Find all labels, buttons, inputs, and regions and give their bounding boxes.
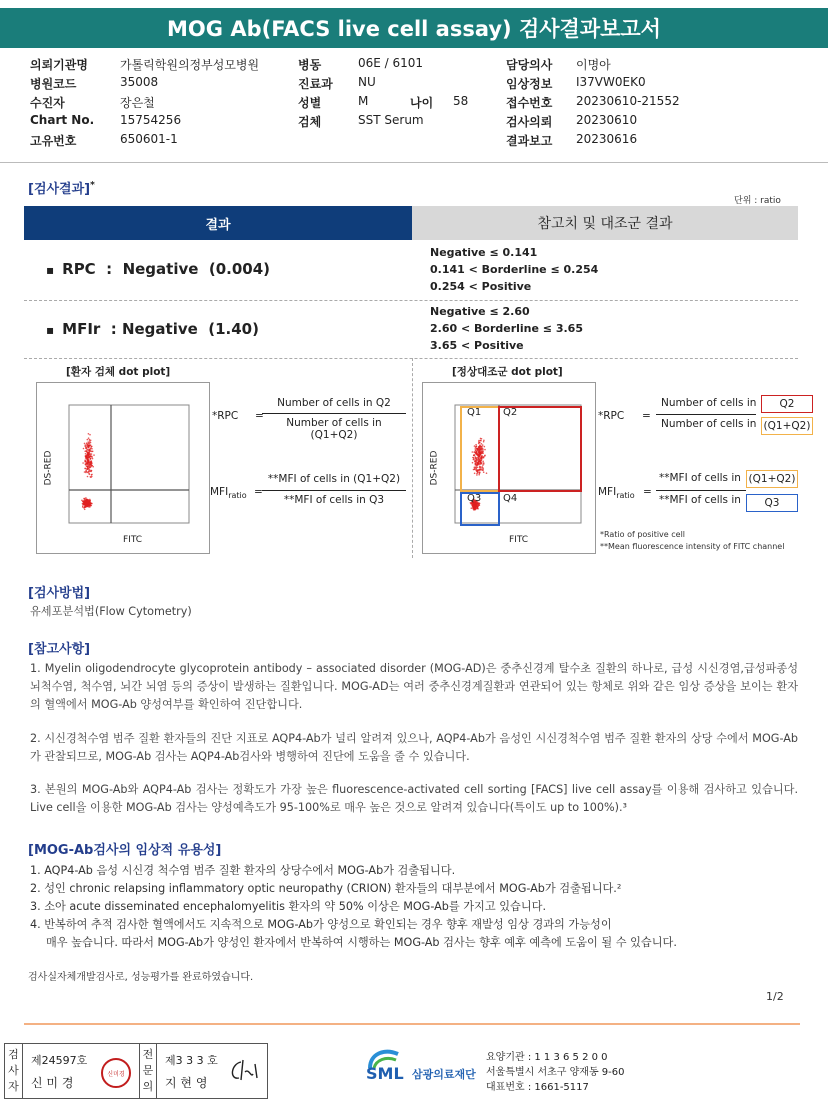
result-column-header-text: 결과 xyxy=(205,217,231,233)
q2-label: Q2 xyxy=(503,407,518,418)
results-title-text: [검사결과] xyxy=(28,182,91,197)
mfi-numerator: **MFI of cells in (Q1+Q2) xyxy=(267,473,401,485)
rpc-numerator: Number of cells in Q2 xyxy=(277,397,391,409)
report-title-text: MOG Ab(FACS live cell assay) 검사결과보고서 xyxy=(167,17,661,41)
info-value: 장은철 xyxy=(120,96,155,110)
rpc-formula-label: *RPC xyxy=(212,410,239,422)
sign-label-char: 검 xyxy=(8,1048,19,1061)
dot-point xyxy=(89,499,91,501)
dot-point xyxy=(479,453,481,455)
info-label: 의뢰기관명 xyxy=(30,58,88,72)
dot-point xyxy=(84,507,86,509)
dot-point xyxy=(90,466,92,468)
seal-stamp xyxy=(101,1058,131,1088)
dot-point xyxy=(479,472,481,474)
dot-point xyxy=(474,454,476,456)
header-divider xyxy=(0,162,828,163)
info-value: M xyxy=(358,94,369,108)
dot-point xyxy=(88,450,90,452)
dot-point xyxy=(85,463,87,465)
dot-point xyxy=(473,458,475,460)
dot-point xyxy=(91,462,93,464)
dot-point xyxy=(91,446,93,448)
dot-point xyxy=(90,454,92,456)
q2-box xyxy=(499,407,581,491)
dot-point xyxy=(83,448,85,450)
dot-point xyxy=(82,462,84,464)
clinical-list xyxy=(30,862,800,952)
info-label: 접수번호 xyxy=(506,96,553,110)
footnote: *Ratio of positive cell xyxy=(600,530,686,539)
company-info-line: 대표번호 : 1661-5117 xyxy=(486,1082,589,1093)
dot-point xyxy=(88,453,90,455)
mfi-sub: ratio xyxy=(228,491,247,501)
mfi-formula-label xyxy=(598,486,635,500)
dot-point xyxy=(478,504,480,506)
fraction-bar xyxy=(656,414,756,415)
info-label: 임상정보 xyxy=(506,77,553,91)
ref-line: 0.141 < Borderline ≤ 0.254 xyxy=(430,263,599,276)
ref-line: Negative ≤ 2.60 xyxy=(430,305,530,318)
dot-point xyxy=(90,440,92,442)
info-label: 성별 xyxy=(298,96,322,110)
dot-point xyxy=(475,444,477,446)
dot-point xyxy=(477,448,479,450)
dot-point xyxy=(86,504,88,506)
info-value: NU xyxy=(358,75,376,89)
dot-point xyxy=(483,441,485,443)
note-paragraph: 3. 본원의 MOG-Ab와 AQP4-Ab 검사는 정확도가 가장 높은 fluorescence-activated cell sorting [FACS] live cell assay를 이용해 검사하고 있습니다. Live cell을 이용한 MOG-Ab 검사는 양성예측도가 95-100%로 매우 높은 것으로 알려져 있습니다(특이도 up to 100%).³ xyxy=(30,783,798,814)
dot-point xyxy=(88,447,90,449)
dot-point xyxy=(87,457,89,459)
dot-point xyxy=(477,472,479,474)
mfir-result xyxy=(46,320,259,338)
dot-point xyxy=(473,451,475,453)
dot-point xyxy=(484,449,486,451)
age-label: 나이 xyxy=(410,96,434,110)
dot-point xyxy=(477,508,479,510)
info-label: 진료과 xyxy=(298,77,333,91)
dot-point xyxy=(473,469,475,471)
q4-label: Q4 xyxy=(503,493,518,504)
info-col-3 xyxy=(506,56,796,151)
dot-point xyxy=(84,443,86,445)
dot-point xyxy=(480,440,482,442)
list-item: 3. 소아 acute disseminated encephalomyelitis 환자의 약 50% 이상은 MOG-Ab를 가지고 있습니다. xyxy=(30,900,546,913)
dot-point xyxy=(84,460,86,462)
dot-point xyxy=(474,445,476,447)
ref-line: Negative ≤ 0.141 xyxy=(430,246,538,259)
note-paragraph: 1. Myelin oligodendrocyte glycoprotein antibody – associated disorder (MOG-AD)은 중추신경계 탈수초 질환의 하나로, 급성 시신경염,급성파종성 뇌척수염, 척수염, 뇌간 뇌염 등의 증상이 발생하는 질환입니다. MOG-AD는 여러 중추신경계질환과 연관되어 있는 항체로 위와 같은 임상 증상을 보이는 환자의 혈액에서 MOG-Ab 양성여부를 확인하여 진단합니다. xyxy=(30,662,798,711)
dot-point xyxy=(481,443,483,445)
dot-point xyxy=(91,474,93,476)
mfir-reference xyxy=(430,303,583,354)
ref-line: 3.65 < Positive xyxy=(430,339,524,352)
signature-box xyxy=(4,1043,268,1099)
dot-point xyxy=(478,469,480,471)
dot-point xyxy=(482,461,484,463)
mfi-text: MFI xyxy=(210,486,229,498)
rpc-denominator: Number of cells in (Q1+Q2) xyxy=(286,417,382,441)
rpc-result-text: RPC : Negative (0.004) xyxy=(62,260,271,278)
dot-point xyxy=(83,498,85,500)
info-value: I37VW0EK0 xyxy=(576,75,646,89)
dot-point xyxy=(87,476,89,478)
handwritten-signature xyxy=(227,1056,263,1086)
info-row xyxy=(30,132,290,151)
dot-point xyxy=(481,455,483,457)
dot-point xyxy=(91,503,93,505)
info-label: 결과보고 xyxy=(506,134,553,148)
dot-point xyxy=(472,504,474,506)
dot-point xyxy=(480,460,482,462)
info-row xyxy=(506,94,796,113)
dot-point xyxy=(86,463,88,465)
dot-point xyxy=(93,454,95,456)
dot-point xyxy=(483,471,485,473)
info-value: 20230610 xyxy=(576,113,638,127)
plot-divider xyxy=(412,358,413,558)
dot-point xyxy=(92,466,94,468)
signature-label-col xyxy=(139,1044,157,1098)
equals-sign: = xyxy=(642,410,651,422)
dot-point xyxy=(89,505,91,507)
equals-sign: = xyxy=(643,486,652,498)
dot-point xyxy=(476,452,478,454)
dot-point xyxy=(87,444,89,446)
ref-line: 0.254 < Positive xyxy=(430,280,532,293)
dot-point xyxy=(482,444,484,446)
fraction-bar xyxy=(262,490,406,491)
mfi-text: MFI xyxy=(598,486,617,498)
dot-point xyxy=(483,440,485,442)
mfir-result-text: MFIr : Negative (1.40) xyxy=(62,320,259,338)
dot-point xyxy=(478,440,480,442)
note-paragraph: 2. 시신경척수염 범주 질환 환자들의 진단 지표로 AQP4-Ab가 널리 알려져 있으나, AQP4-Ab가 음성인 시신경척수염 범주 질환 환자의 상당 수에서 MOG-Ab가 관찰되므로, MOG-Ab 검사는 AQP4-Ab검사와 병행하여 진단에 도움을 줄 수 있습니다. xyxy=(30,732,798,763)
dot-point xyxy=(474,460,476,462)
mfi-numerator: **MFI of cells in xyxy=(659,472,741,484)
unit-label: 단위 : ratio xyxy=(734,196,781,206)
info-label: Chart No. xyxy=(30,113,95,127)
dot-point xyxy=(85,468,87,470)
info-row xyxy=(298,94,498,113)
dot-point xyxy=(90,450,92,452)
company-info-line: 요양기관 : 1 1 3 6 5 2 0 0 xyxy=(486,1052,608,1063)
sign-label-char: 자 xyxy=(8,1080,19,1093)
equals-sign: = xyxy=(254,486,263,498)
info-row xyxy=(506,75,796,94)
sml-logo-text: SML xyxy=(366,1064,404,1083)
dot-point xyxy=(477,451,479,453)
dot-point xyxy=(83,500,85,502)
info-label: 고유번호 xyxy=(30,134,77,148)
info-row xyxy=(30,75,290,94)
dot-point xyxy=(89,442,91,444)
dot-point xyxy=(85,497,87,499)
sign-label-char: 사 xyxy=(8,1064,19,1077)
sign-label-char: 문 xyxy=(142,1064,154,1077)
dot-point xyxy=(479,444,481,446)
dot-point xyxy=(476,506,478,508)
equals-sign: = xyxy=(255,410,264,422)
info-label: 검체 xyxy=(298,115,322,129)
info-value: SST Serum xyxy=(358,113,424,127)
validation-note: 검사실자체개발검사로, 성능평가를 완료하였습니다. xyxy=(28,972,254,983)
y-axis-label: DS-RED xyxy=(43,450,54,486)
info-row xyxy=(298,75,498,94)
page-number: 1/2 xyxy=(766,990,784,1003)
company-name: 삼광의료재단 xyxy=(412,1068,476,1081)
dot-point xyxy=(92,458,94,460)
dot-point xyxy=(87,441,89,443)
dot-point xyxy=(88,437,90,439)
reference-column-header xyxy=(412,206,798,240)
report-title xyxy=(0,8,828,48)
method-section-title: [검사방법] xyxy=(28,586,91,601)
dot-point xyxy=(87,465,89,467)
x-axis-label: FITC xyxy=(509,535,529,545)
info-row xyxy=(30,94,290,113)
info-value: 이명아 xyxy=(576,58,611,72)
dot-point xyxy=(484,446,486,448)
info-row xyxy=(506,113,796,132)
dot-point xyxy=(477,462,479,464)
mfi-denominator: **MFI of cells in Q3 xyxy=(283,494,385,506)
footer-rule xyxy=(24,1023,800,1025)
dot-point xyxy=(475,457,477,459)
dot-point xyxy=(474,467,476,469)
control-plot-frame xyxy=(422,382,596,554)
dot-point xyxy=(88,460,90,462)
dot-point xyxy=(475,446,477,448)
dot-point xyxy=(481,438,483,440)
dot-point xyxy=(476,448,478,450)
method-text: 유세포분석법(Flow Cytometry) xyxy=(30,605,192,618)
dot-point xyxy=(90,458,92,460)
info-row xyxy=(298,113,498,132)
info-row xyxy=(298,56,498,75)
q1-label: Q1 xyxy=(467,407,482,418)
dot-point xyxy=(85,503,87,505)
mfi-sub: ratio xyxy=(616,491,635,501)
clinical-section-title: [MOG-Ab검사의 임상적 유용성] xyxy=(28,843,222,858)
dot-point xyxy=(479,467,481,469)
q2-ref-box: Q2 xyxy=(761,395,813,413)
dot-point xyxy=(483,462,485,464)
rpc-reference xyxy=(430,244,598,295)
results-title-mark: * xyxy=(90,180,95,191)
results-section-title xyxy=(28,178,95,197)
seal-stamp-text: 신미경 xyxy=(107,1070,125,1078)
dot-point xyxy=(476,470,478,472)
dot-point xyxy=(472,507,474,509)
dot-point xyxy=(486,472,488,474)
info-value: 20230610-21552 xyxy=(576,94,680,108)
info-row xyxy=(30,113,290,132)
rpc-denominator: Number of cells in xyxy=(661,418,757,430)
dot-point xyxy=(84,471,86,473)
list-item: 1. AQP4-Ab 음성 시신경 척수염 범주 질환 환자의 상당수에서 MOG-Ab가 검출됩니다. xyxy=(30,864,456,877)
dot-point xyxy=(86,469,88,471)
info-col-2 xyxy=(298,56,498,132)
info-value: 15754256 xyxy=(120,113,182,127)
dot-point xyxy=(482,464,484,466)
q3-ref-box: Q3 xyxy=(746,494,798,512)
dot-point xyxy=(90,476,92,478)
dot-point xyxy=(481,451,483,453)
dot-point xyxy=(474,504,476,506)
dot-point xyxy=(86,448,88,450)
info-label: 병원코드 xyxy=(30,77,77,91)
dot-point xyxy=(484,455,486,457)
bullet-icon: ▪ xyxy=(46,263,55,277)
dot-point xyxy=(90,470,92,472)
dot-point xyxy=(91,456,93,458)
dot-point xyxy=(475,467,477,469)
footnote: **Mean fluorescence intensity of FITC channel xyxy=(600,542,785,551)
dot-point xyxy=(85,456,87,458)
signature-label-col xyxy=(5,1044,23,1098)
dot-point xyxy=(472,451,474,453)
dot-point xyxy=(478,461,480,463)
dot-point xyxy=(90,444,92,446)
dot-point xyxy=(88,433,90,435)
dot-point xyxy=(480,457,482,459)
dot-point xyxy=(483,457,485,459)
info-value: 20230616 xyxy=(576,132,638,146)
q3-label: Q3 xyxy=(467,493,482,504)
ref-line: 2.60 < Borderline ≤ 3.65 xyxy=(430,322,583,335)
dot-point xyxy=(87,467,89,469)
dot-point xyxy=(478,455,480,457)
sign-license-no: 제24597호 xyxy=(31,1054,88,1067)
rpc-numerator: Number of cells in xyxy=(661,397,757,409)
dot-point xyxy=(478,446,480,448)
dot-point xyxy=(474,508,476,510)
list-item: 2. 성인 chronic relapsing inflammatory optic neuropathy (CRION) 환자들의 대부분에서 MOG-Ab가 검출됩니다.² xyxy=(30,882,622,895)
fraction-bar xyxy=(656,490,746,491)
dot-point xyxy=(481,448,483,450)
dot-point xyxy=(471,507,473,509)
patient-dot-plot xyxy=(37,383,209,553)
dot-point xyxy=(88,506,90,508)
dot-point xyxy=(87,500,89,502)
mfi-formula-label xyxy=(210,486,247,500)
dot-point xyxy=(88,504,90,506)
dot-point xyxy=(481,463,483,465)
dot-point xyxy=(89,469,91,471)
reference-column-header-text: 참고치 및 대조군 결과 xyxy=(537,216,673,232)
rpc-result xyxy=(46,260,270,278)
info-row xyxy=(506,132,796,151)
dot-point xyxy=(472,457,474,459)
x-axis-label: FITC xyxy=(123,535,143,545)
list-item-continuation: 매우 높습니다. 따라서 MOG-Ab가 양성인 환자에서 반복하여 시행하는 MOG-Ab 검사는 향후 예후 예측에 도움이 될 수 있습니다. xyxy=(46,936,677,949)
dot-point xyxy=(479,442,481,444)
sign-name: 신 미 경 xyxy=(31,1076,74,1090)
info-label: 수진자 xyxy=(30,96,65,110)
patient-info-block xyxy=(30,56,800,154)
sign-name: 지 현 영 xyxy=(165,1076,208,1090)
dot-point xyxy=(474,507,476,509)
company-info-line: 서울특별시 서초구 양재동 9-60 xyxy=(486,1067,625,1078)
q1q2-ref-box: (Q1+Q2) xyxy=(746,470,798,488)
info-value: 06E / 6101 xyxy=(358,56,424,70)
dot-point xyxy=(85,453,87,455)
info-col-1 xyxy=(30,56,290,151)
bullet-icon: ▪ xyxy=(46,323,55,337)
sign-label-char: 의 xyxy=(142,1080,154,1093)
dot-point xyxy=(474,473,476,475)
patient-plot-frame xyxy=(36,382,210,554)
rpc-formula-label: *RPC xyxy=(598,410,625,422)
dot-point xyxy=(84,445,86,447)
sml-logo xyxy=(364,1046,406,1086)
dot-point xyxy=(89,462,91,464)
result-column-header xyxy=(24,206,412,240)
mfi-denominator: **MFI of cells in xyxy=(659,494,741,506)
info-value: 650601-1 xyxy=(120,132,178,146)
dot-point xyxy=(87,439,89,441)
dot-point xyxy=(83,502,85,504)
row-divider xyxy=(24,300,798,301)
sign-label-char: 전 xyxy=(142,1048,154,1061)
dot-point xyxy=(89,456,91,458)
patient-plot-label: [환자 검체 dot plot] xyxy=(66,366,171,378)
dot-point xyxy=(91,448,93,450)
dot-point xyxy=(480,467,482,469)
dot-point xyxy=(478,474,480,476)
age-value: 58 xyxy=(453,94,469,108)
q1q2-ref-box: (Q1+Q2) xyxy=(761,417,813,435)
company-info xyxy=(486,1050,625,1095)
info-value: 35008 xyxy=(120,75,159,89)
dot-point xyxy=(479,459,481,461)
dot-point xyxy=(84,509,86,511)
dot-point xyxy=(89,434,91,436)
info-row xyxy=(30,56,290,75)
list-item: 4. 반복하여 추적 검사한 혈액에서도 지속적으로 MOG-Ab가 양성으로 확인되는 경우 향후 재발성 임상 경과의 가능성이 xyxy=(30,918,612,931)
dot-point xyxy=(476,474,478,476)
info-label: 검사의뢰 xyxy=(506,115,553,129)
dot-point xyxy=(82,503,84,505)
dot-point xyxy=(472,462,474,464)
dot-point xyxy=(475,449,477,451)
control-plot-label: [정상대조군 dot plot] xyxy=(452,366,563,378)
y-axis-label: DS-RED xyxy=(429,450,440,486)
info-value: 가톨릭학원의정부성모병원 xyxy=(120,58,260,72)
notes-section-title: [참고사항] xyxy=(28,642,91,657)
info-label: 담당의사 xyxy=(506,58,553,72)
dot-point xyxy=(90,463,92,465)
dot-point xyxy=(481,468,483,470)
info-row xyxy=(506,56,796,75)
dot-point xyxy=(86,454,88,456)
row-divider xyxy=(24,358,798,359)
dot-point xyxy=(82,506,84,508)
fraction-bar xyxy=(262,413,406,414)
info-label: 병동 xyxy=(298,58,322,72)
dot-point xyxy=(482,467,484,469)
sign-license-no: 제3 3 3 호 xyxy=(165,1054,218,1067)
dot-point xyxy=(86,459,88,461)
dot-point xyxy=(87,472,89,474)
dot-point xyxy=(89,441,91,443)
